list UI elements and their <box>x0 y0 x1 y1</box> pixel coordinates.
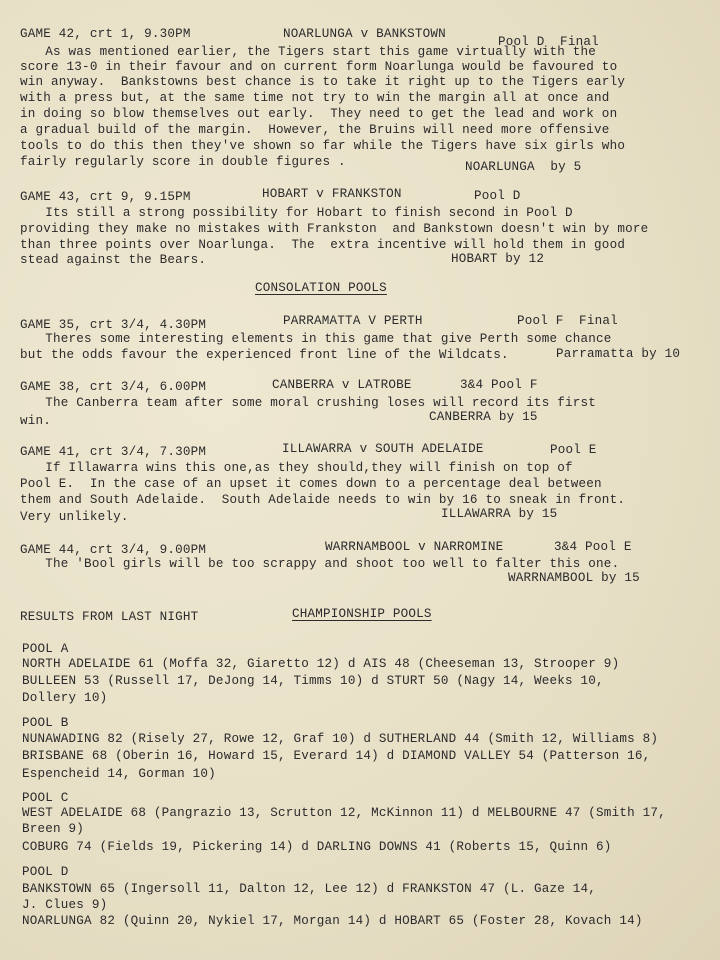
game-text-line: tools to do this then they've shown so far while the Tigers have six girls who <box>20 139 626 153</box>
result-line: NUNAWADING 82 (Risely 27, Rowe 12, Graf 10) d SUTHERLAND 44 (Smith 12, Williams 8) <box>22 732 659 746</box>
game-match: HOBART v FRANKSTON <box>262 187 402 201</box>
game-text-line: them and South Adelaide. South Adelaide needs to win by 16 to sneak in front. <box>20 493 626 507</box>
championship-heading: CHAMPIONSHIP POOLS <box>292 607 432 621</box>
game-text-line: fairly regularly score in double figures . <box>20 155 346 169</box>
result-line: BULLEEN 53 (Russell 17, DeJong 14, Timms 10) d STURT 50 (Nagy 14, Weeks 10, <box>22 674 604 688</box>
game-prediction: WARRNAMBOOL by 15 <box>508 571 640 585</box>
game-header: GAME 44, crt 3/4, 9.00PM <box>20 543 207 557</box>
game-header: GAME 43, crt 9, 9.15PM <box>20 190 191 204</box>
game-pool: 3&4 Pool F <box>460 378 538 392</box>
game-text-line: If Illawarra wins this one,as they should,they will finish on top of <box>22 461 573 475</box>
game-header: GAME 41, crt 3/4, 7.30PM <box>20 445 207 459</box>
result-line: Breen 9) <box>22 822 85 836</box>
game-pool: Pool D <box>474 189 521 203</box>
game-text-line: with a press but, at the same time not try to win the margin all at once and <box>20 91 610 105</box>
game-text-line: but the odds favour the experienced front line of the Wildcats. <box>20 348 509 362</box>
game-match: ILLAWARRA v SOUTH ADELAIDE <box>282 442 484 456</box>
consolation-heading: CONSOLATION POOLS <box>255 281 387 295</box>
game-pool: Pool D Final <box>498 35 599 49</box>
game-text-line: As was mentioned earlier, the Tigers start this game virtually with the <box>22 45 597 59</box>
result-line: BANKSTOWN 65 (Ingersoll 11, Dalton 12, Lee 12) d FRANKSTON 47 (L. Gaze 14, <box>22 882 597 896</box>
game-pool: 3&4 Pool E <box>554 540 632 554</box>
results-heading: RESULTS FROM LAST NIGHT <box>20 610 199 624</box>
game-match: CANBERRA v LATROBE <box>272 378 412 392</box>
game-pool: Pool F Final <box>517 314 618 328</box>
result-line: BRISBANE 68 (Oberin 16, Howard 15, Everard 14) d DIAMOND VALLEY 54 (Patterson 16, <box>22 749 651 763</box>
game-header: GAME 35, crt 3/4, 4.30PM <box>20 318 207 332</box>
game-prediction: NOARLUNGA by 5 <box>465 160 582 174</box>
game-prediction: Parramatta by 10 <box>556 347 681 361</box>
game-text-line: The 'Bool girls will be too scrappy and shoot too well to falter this one. <box>22 557 620 571</box>
result-line: NOARLUNGA 82 (Quinn 20, Nykiel 17, Morgan 14) d HOBART 65 (Foster 28, Kovach 14) <box>22 914 643 928</box>
game-text-line: Theres some interesting elements in this game that give Perth some chance <box>22 332 612 346</box>
game-text-line: win. <box>20 414 52 428</box>
game-text-line: score 13-0 in their favour and on current form Noarlunga would be favoured to <box>20 60 618 74</box>
pool-name: POOL C <box>22 791 69 805</box>
result-line: J. Clues 9) <box>22 898 108 912</box>
game-header: GAME 38, crt 3/4, 6.00PM <box>20 380 207 394</box>
game-text-line: a gradual build of the margin. However, the Bruins will need more offensive <box>20 123 610 137</box>
result-line: Dollery 10) <box>22 691 108 705</box>
result-line: Espencheid 14, Gorman 10) <box>22 767 216 781</box>
game-text-line: Its still a strong possibility for Hobart to finish second in Pool D <box>22 206 573 220</box>
game-text-line: stead against the Bears. <box>20 253 207 267</box>
game-text-line: Very unlikely. <box>20 510 129 524</box>
game-text-line: win anyway. Bankstowns best chance is to take it right up to the Tigers early <box>20 75 626 89</box>
pool-name: POOL A <box>22 642 69 656</box>
game-prediction: CANBERRA by 15 <box>429 410 538 424</box>
result-line: NORTH ADELAIDE 61 (Moffa 32, Giaretto 12) d AIS 48 (Cheeseman 13, Strooper 9) <box>22 657 620 671</box>
game-match: WARRNAMBOOL v NARROMINE <box>325 540 504 554</box>
game-text-line: providing they make no mistakes with Frankston and Bankstown doesn't win by more <box>20 222 649 236</box>
game-text-line: than three points over Noarlunga. The extra incentive will hold them in good <box>20 238 626 252</box>
game-text-line: Pool E. In the case of an upset it comes down to a percentage deal between <box>20 477 602 491</box>
game-prediction: ILLAWARRA by 15 <box>441 507 558 521</box>
game-prediction: HOBART by 12 <box>451 252 545 266</box>
game-match: PARRAMATTA V PERTH <box>283 314 423 328</box>
game-header: GAME 42, crt 1, 9.30PM <box>20 27 191 41</box>
game-text-line: The Canberra team after some moral crushing loses will record its first <box>22 396 597 410</box>
result-line: WEST ADELAIDE 68 (Pangrazio 13, Scrutton 12, McKinnon 11) d MELBOURNE 47 (Smith 17, <box>22 806 666 820</box>
result-line: COBURG 74 (Fields 19, Pickering 14) d DARLING DOWNS 41 (Roberts 15, Quinn 6) <box>22 840 612 854</box>
game-text-line: in doing so blow themselves out early. They need to get the lead and work on <box>20 107 618 121</box>
pool-name: POOL B <box>22 716 69 730</box>
game-pool: Pool E <box>550 443 597 457</box>
pool-name: POOL D <box>22 865 69 879</box>
game-match: NOARLUNGA v BANKSTOWN <box>283 27 446 41</box>
